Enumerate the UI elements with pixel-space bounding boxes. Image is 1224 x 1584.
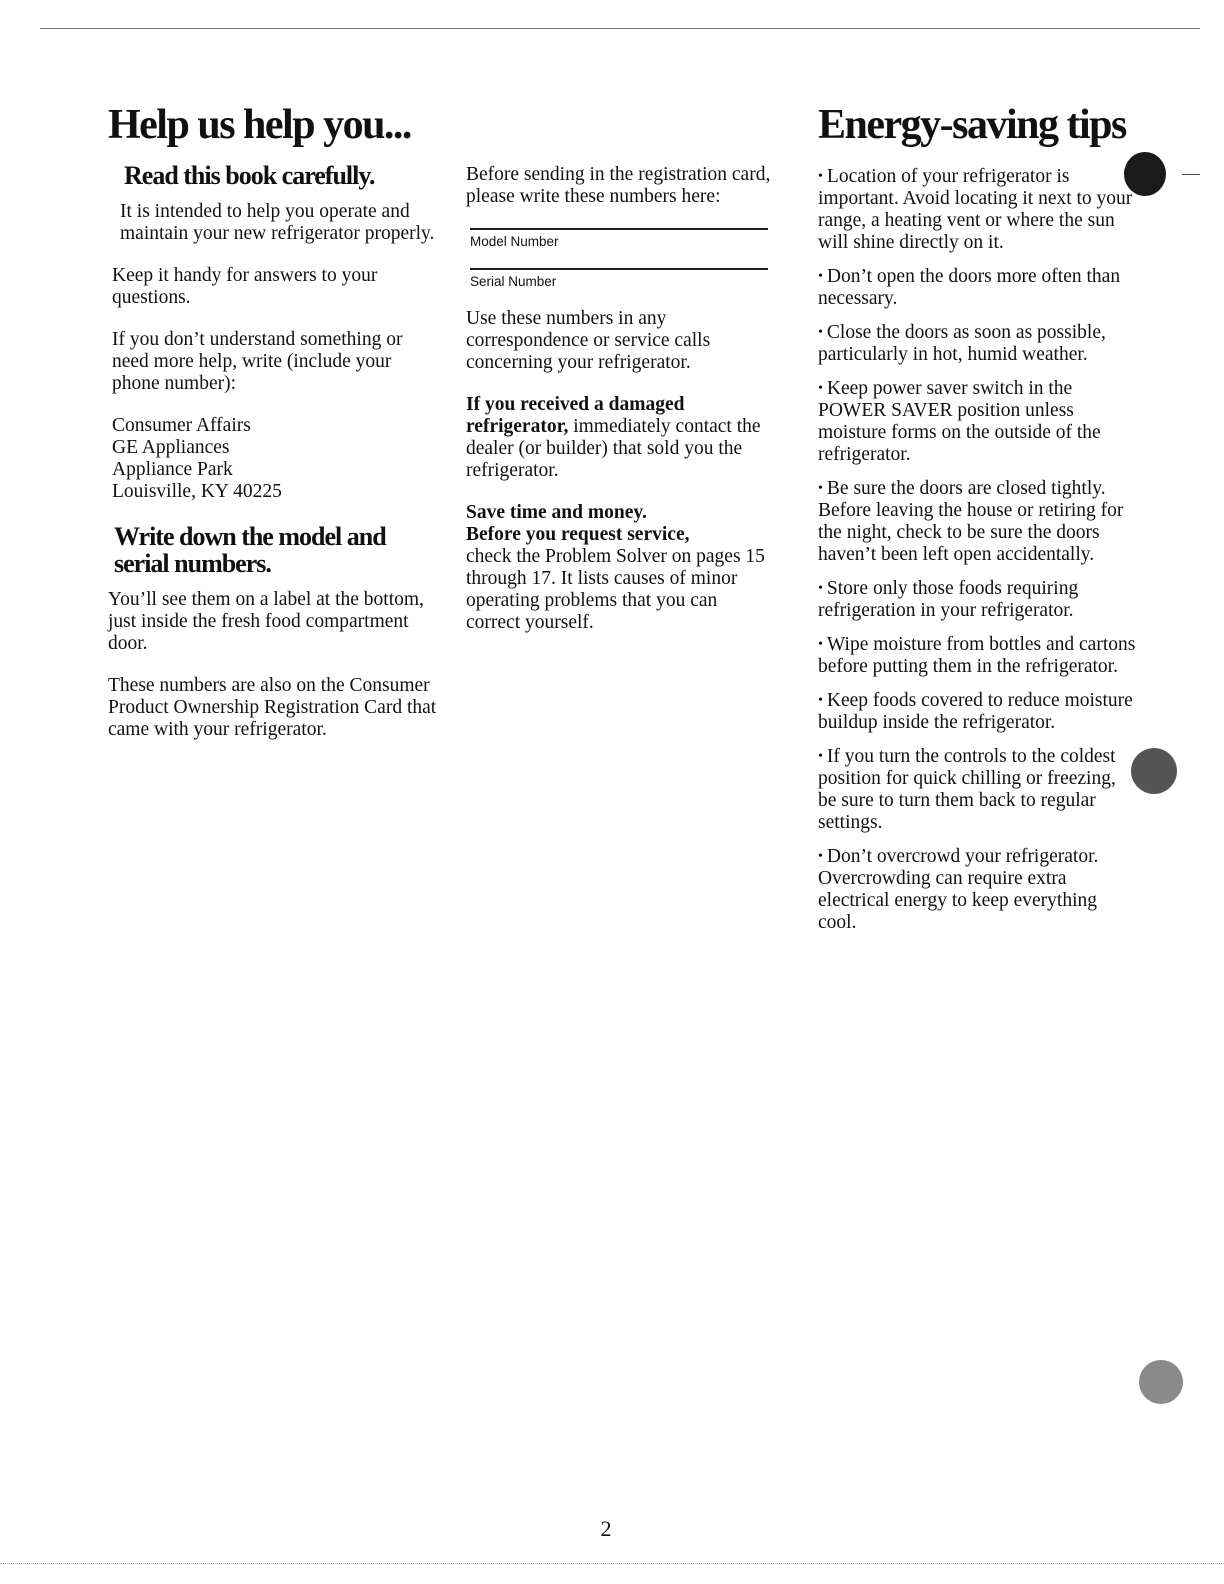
model-number-label: Model Number <box>470 234 559 249</box>
address-line: Louisville, KY 40225 <box>112 481 282 502</box>
model-number-line <box>470 228 768 230</box>
serial-number-line <box>470 268 768 270</box>
tip-item <box>818 690 1136 734</box>
damaged-paragraph <box>466 394 776 482</box>
bullet: • <box>818 581 823 596</box>
tip-text: Don’t overcrowd your refrigerator. Overcrowding can require extra electrical energy to keep everything cool. <box>818 846 1099 933</box>
tip-text: Keep foods covered to reduce moisture buildup inside the refrigerator. <box>818 690 1133 733</box>
read-book-heading: Read this book carefully. <box>124 161 375 190</box>
right-column <box>818 100 1136 946</box>
tip-item <box>818 378 1136 466</box>
tip-item <box>818 578 1136 622</box>
serial-number-field[interactable] <box>470 268 768 290</box>
use-numbers-paragraph: Use these numbers in any correspondence or service calls concerning your refrigerator. <box>466 308 711 373</box>
left-column <box>108 100 438 761</box>
save-time-paragraph <box>466 502 776 634</box>
write-down-heading: Write down the model and serial numbers. <box>114 522 386 578</box>
binder-hole-dot <box>1131 748 1177 794</box>
bullet: • <box>818 637 823 652</box>
label-location-paragraph: You’ll see them on a label at the bottom, just inside the fresh food compartment door. <box>108 589 424 654</box>
tip-text: Be sure the doors are closed tightly. Before leaving the house or retiring for the night, check to be sure the doors haven’t been left open accidentally. <box>818 478 1124 565</box>
damaged-bold: If you received a damaged refrigerator, <box>466 394 685 437</box>
model-number-field[interactable] <box>470 228 768 250</box>
address-block <box>112 415 438 503</box>
tip-item <box>818 266 1136 310</box>
bottom-rule <box>0 1563 1224 1564</box>
page-number: 2 <box>600 1516 612 1541</box>
keep-handy-paragraph: Keep it handy for answers to your questions. <box>112 265 378 308</box>
bullet: • <box>818 325 823 340</box>
bullet: • <box>818 169 823 184</box>
tip-text: Keep power saver switch in the POWER SAVER position unless moisture forms on the outside of the refrigerator. <box>818 378 1101 465</box>
tip-item <box>818 166 1136 254</box>
middle-column <box>466 164 776 654</box>
address-line: Consumer Affairs <box>112 415 251 436</box>
tip-item <box>818 746 1136 834</box>
tip-item <box>818 634 1136 678</box>
tip-item <box>818 322 1136 366</box>
also-on-card-paragraph: These numbers are also on the Consumer Product Ownership Registration Card that came with your refrigerator. <box>108 675 437 740</box>
before-sending-paragraph: Before sending in the registration card, please write these numbers here: <box>466 164 771 207</box>
top-rule <box>40 28 1200 29</box>
binder-hole-dot <box>1139 1360 1183 1404</box>
bullet: • <box>818 749 823 764</box>
tip-item <box>818 846 1136 934</box>
address-line: Appliance Park <box>112 459 233 480</box>
tip-text: Location of your refrigerator is important. Avoid locating it next to your range, a heating vent or where the sun will shine directly on it. <box>818 166 1133 253</box>
before-service-bold: Before you request service, <box>466 524 690 545</box>
bullet: • <box>818 269 823 284</box>
bullet: • <box>818 381 823 396</box>
bullet: • <box>818 849 823 864</box>
tip-text: Don’t open the doors more often than necessary. <box>818 266 1121 309</box>
bullet: • <box>818 693 823 708</box>
edge-dash <box>1182 174 1200 175</box>
before-service-rest: check the Problem Solver on pages 15 through 17. It lists causes of minor operating problems that you can correct yourself. <box>466 546 765 633</box>
tip-text: Close the doors as soon as possible, particularly in hot, humid weather. <box>818 322 1106 365</box>
serial-number-label: Serial Number <box>470 274 557 289</box>
tip-text: If you turn the controls to the coldest position for quick chilling or freezing, be sure to turn them back to regular settings. <box>818 746 1116 833</box>
bullet: • <box>818 481 823 496</box>
tip-text: Store only those foods requiring refrigeration in your refrigerator. <box>818 578 1079 621</box>
intended-paragraph: It is intended to help you operate and maintain your new refrigerator properly. <box>120 201 435 244</box>
help-us-title: Help us help you... <box>108 102 411 148</box>
dont-understand-paragraph: If you don’t understand something or need more help, write (include your phone number): <box>112 329 403 394</box>
binder-hole-dot <box>1124 152 1166 196</box>
tip-text: Wipe moisture from bottles and cartons before putting them in the refrigerator. <box>818 634 1136 677</box>
address-line: GE Appliances <box>112 437 230 458</box>
tip-item <box>818 478 1136 566</box>
damaged-rest: immediately contact the dealer (or builder) that sold you the refrigerator. <box>466 416 761 481</box>
energy-tips-title: Energy-saving tips <box>818 102 1126 148</box>
save-time-bold: Save time and money. <box>466 502 647 523</box>
